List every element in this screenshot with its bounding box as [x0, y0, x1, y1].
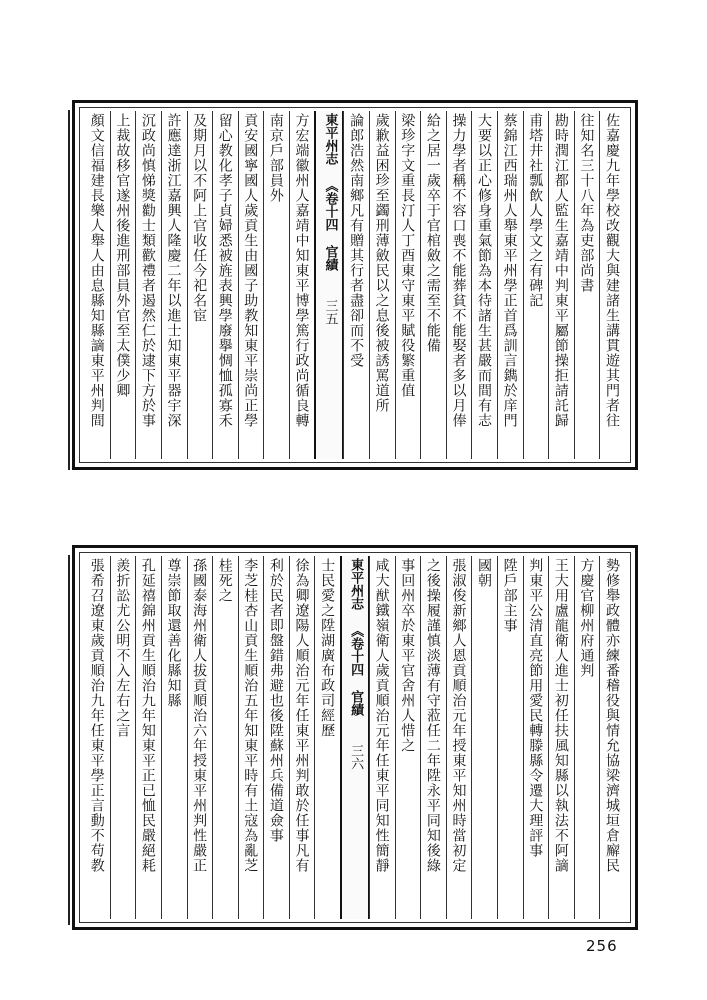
text-column: 王大用盧龍衛人進士初任扶風知縣以執法不阿謫 — [548, 556, 574, 919]
bottom-text-block — [72, 545, 638, 930]
fishtail-mark-icon: ︽ — [348, 624, 364, 637]
center-folio: 三六 — [348, 744, 364, 770]
text-column: 方慶官柳州府通判 — [574, 556, 600, 919]
top-text-block — [72, 100, 638, 470]
text-column: 方宏端徽州人嘉靖中知東平博學篤行政尚循良轉 — [289, 111, 315, 459]
center-section: 官績 — [348, 690, 364, 716]
text-column: 利於民者即盤錯弗避也後陞蘇州兵備道僉事 — [263, 556, 289, 919]
text-column: 桂死之 — [212, 556, 238, 919]
text-column: 蔡錦江西瑞州人舉東平州學正首爲訓言鐫於庠門 — [497, 111, 523, 459]
text-column: 孔延禧錦州貢生順治九年知東平正已恤民嚴絕耗 — [135, 556, 161, 919]
text-column: 勢修舉政體亦練番稽役與情允協梁濟城垣倉廨民 — [599, 556, 625, 919]
text-column: 甫塔井社瓢飲人學文之有碑記 — [523, 111, 549, 459]
text-column: 留心教化孝子貞婦悉被旌表興學廢擧惆恤孤寡禾 — [212, 111, 238, 459]
text-column: 南京戶部員外 — [263, 111, 289, 459]
text-column: 論郎浩然南鄉凡有贈其行者盡卻而不受 — [343, 111, 369, 459]
text-column: 尊崇節取還善化縣知縣 — [161, 556, 187, 919]
text-column: 往知名三十八年為吏部尚書 — [574, 111, 600, 459]
fishtail-mark-icon: ︽ — [322, 179, 338, 192]
text-column: 顏文信福建長樂人舉人由息縣知縣謫東平州判間 — [88, 113, 105, 428]
text-column: 梁珍字文重長汀人丁酉東守東平賦役繁重值 — [395, 111, 421, 459]
text-column: 大要以正心修身重氣節為本待諸生甚嚴而間有志 — [471, 111, 497, 459]
text-column: 張淑俊新鄉人恩貢順治元年授東平知州時當初定 — [446, 556, 472, 919]
text-column: 咸大猷鐵嶺衛人歲貢順治元年任東平同知性簡靜 — [369, 556, 395, 919]
center-volume: 卷十四 — [348, 637, 364, 676]
text-column: 歲歉益困珍至蠲刑薄斂民以之息後被誘罵道所 — [369, 111, 395, 459]
text-column: 事回州卒於東平官舍州人惜之 — [395, 556, 421, 919]
text-column: 及期月以不阿上官收任今祀名宦 — [187, 111, 213, 459]
text-column: 羨折訟尤公明不入左右之言 — [110, 556, 136, 919]
text-column: 李芝桂杏山貢生順治五年知東平時有土寇為亂芝 — [238, 556, 264, 919]
center-folio: 三五 — [322, 299, 338, 325]
block-center-title-column — [314, 111, 343, 459]
center-volume: 卷十四 — [322, 192, 338, 231]
text-column: 操力學者稱不容口喪不能葬貧不能娶者多以月俸 — [446, 111, 472, 459]
text-column: 之後操履謹慎淡薄有守蒞任二年陞永平同知後綠 — [420, 556, 446, 919]
text-column: 判東平公清直亮節用愛民轉滕縣令遷大理評事 — [523, 556, 549, 919]
bottom-columns — [85, 556, 625, 919]
text-column: 上裁故移官遂州後進刑部員外官至太僕少卿 — [110, 111, 136, 459]
center-section: 官績 — [322, 245, 338, 271]
text-column: 貢安國寧國人歲貢生由國子助教知東平崇尚正學 — [238, 111, 264, 459]
text-column: 陞戶部主事 — [497, 556, 523, 919]
text-column: 沉政尚慎悌獎勸士類歡禮者遏然仁於逮下方於事 — [135, 111, 161, 459]
block-center-title-column — [340, 556, 369, 919]
text-column: 徐為卿遼陽人順治元年任東平州判敢於任事凡有 — [289, 556, 315, 919]
text-column: 國朝 — [471, 556, 497, 919]
top-columns — [85, 111, 625, 459]
page-binding-edge-bottom — [68, 555, 70, 925]
text-column: 給之居一歲卒于官棺斂之需至不能備 — [420, 111, 446, 459]
text-column: 勘時潤江都人監生嘉靖中判東平屬節操拒請託歸 — [548, 111, 574, 459]
text-column: 士民愛之陞湖廣布政司經歷 — [314, 556, 340, 919]
text-column: 佐嘉慶九年學校改觀大與建諸生講貫遊其門者往 — [599, 111, 625, 459]
text-column: 許應達浙江嘉興人隆慶二年以進士知東平器宇深 — [161, 111, 187, 459]
text-column: 孫國泰海州衛人拔貢順治六年授東平州判性嚴正 — [187, 556, 213, 919]
text-column: 張希召遼東歲貢順治九年任東平學正言動不苟教 — [88, 558, 105, 873]
center-title: 東平州志 — [348, 558, 364, 610]
center-title: 東平州志 — [322, 113, 338, 165]
page-number: 256 — [586, 937, 618, 955]
page-binding-edge-top — [68, 110, 70, 470]
